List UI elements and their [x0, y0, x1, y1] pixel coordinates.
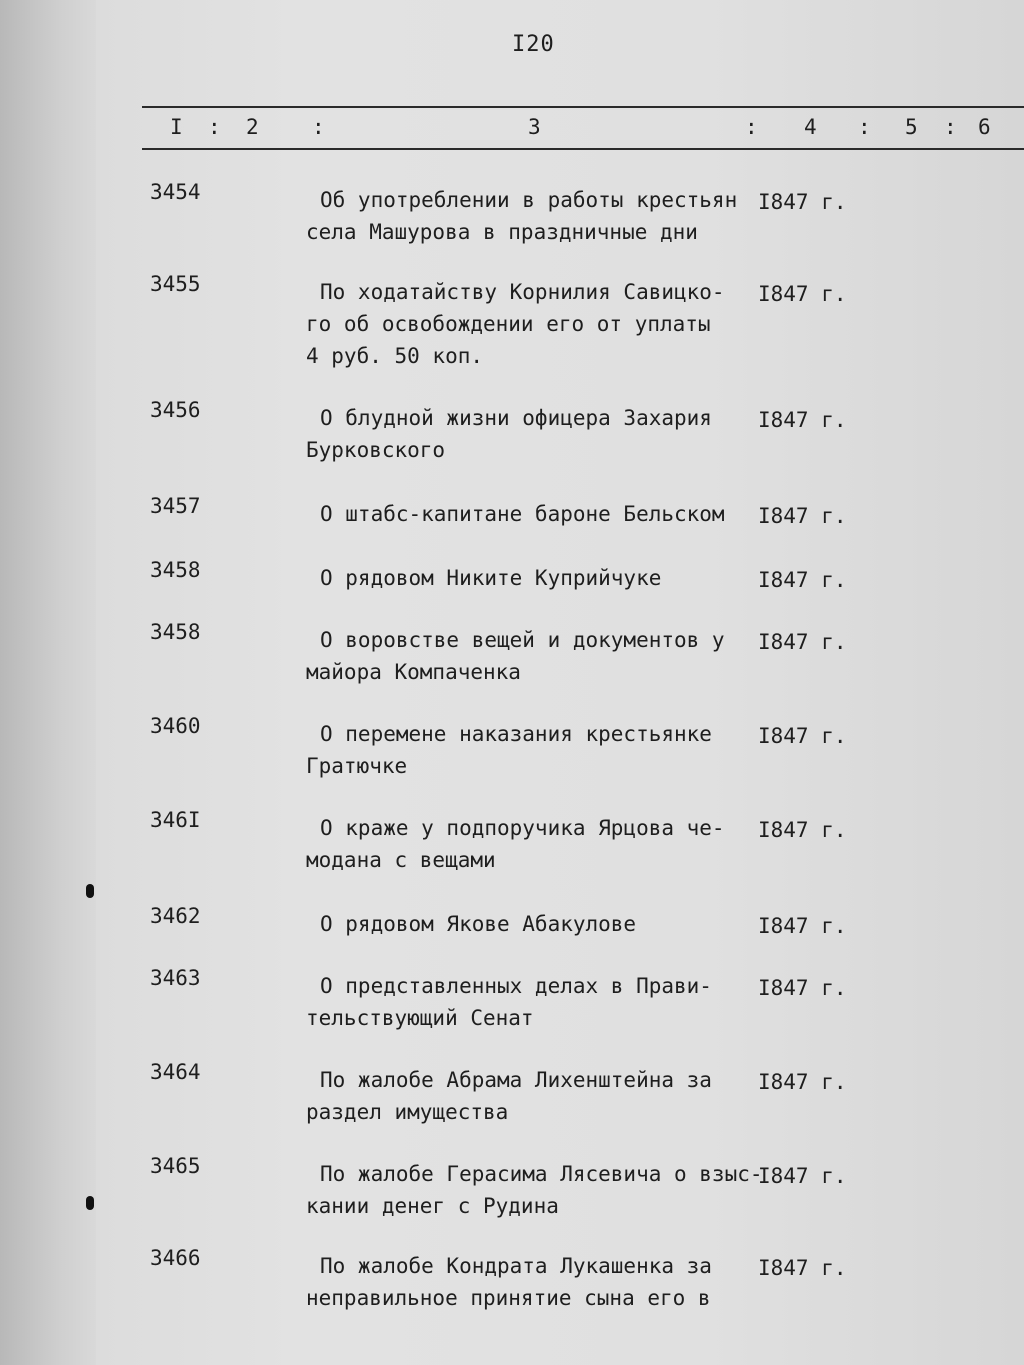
page-number: I20: [512, 32, 555, 57]
entry-number: 3455: [150, 272, 201, 296]
column-header-2: 2: [246, 115, 259, 139]
column-header-separator: :: [944, 115, 957, 139]
binding-hole-mark: [86, 884, 94, 898]
entry-title-line: модана с вещами: [306, 848, 496, 872]
column-header-5: 5: [905, 115, 918, 139]
entry-year: I847 г.: [758, 818, 847, 842]
entry-title-line: го об освобождении его от уплаты: [306, 312, 711, 336]
column-header-6: 6: [978, 115, 991, 139]
entry-year: I847 г.: [758, 1164, 847, 1188]
column-header-separator: :: [208, 115, 221, 139]
column-header-4: 4: [804, 115, 817, 139]
column-header-separator: :: [745, 115, 758, 139]
entry-number: 3457: [150, 494, 201, 518]
entry-number: 3456: [150, 398, 201, 422]
entry-title-line: О блудной жизни офицера Захария: [320, 406, 712, 430]
entry-title-line: О рядовом Якове Абакулове: [320, 912, 637, 936]
entry-year: I847 г.: [758, 976, 847, 1000]
entry-number: 3466: [150, 1246, 201, 1270]
entry-year: I847 г.: [758, 282, 847, 306]
entry-year: I847 г.: [758, 1256, 847, 1280]
entry-year: I847 г.: [758, 408, 847, 432]
entry-year: I847 г.: [758, 914, 847, 938]
entry-number: 3465: [150, 1154, 201, 1178]
entry-title-line: Об употреблении в работы крестьян: [320, 188, 738, 212]
entry-title-line: О рядовом Никите Куприйчуке: [320, 566, 662, 590]
column-header-separator: :: [312, 115, 325, 139]
entry-number: 3462: [150, 904, 201, 928]
header-rule-top: [142, 106, 1024, 108]
column-header-3: 3: [528, 115, 541, 139]
entry-year: I847 г.: [758, 190, 847, 214]
entry-number: 3458: [150, 620, 201, 644]
entry-title-line: кании денег с Рудина: [306, 1194, 559, 1218]
entry-year: I847 г.: [758, 630, 847, 654]
entry-title-line: О перемене наказания крестьянке: [320, 722, 712, 746]
page-spine-shadow: [0, 0, 96, 1365]
entry-title-line: По ходатайству Корнилия Савицко-: [320, 280, 725, 304]
entry-number: 3458: [150, 558, 201, 582]
column-header-1: I: [170, 115, 183, 139]
entry-title-line: тельствующий Сенат: [306, 1006, 534, 1030]
entry-title-line: По жалобе Герасима Лясевича о взыс-: [320, 1162, 763, 1186]
entry-title-line: майора Компаченка: [306, 660, 521, 684]
entry-number: 3463: [150, 966, 201, 990]
entry-title-line: 4 руб. 50 коп.: [306, 344, 484, 368]
column-header-separator: :: [858, 115, 871, 139]
entry-title-line: О штабс-капитане бароне Бельском: [320, 502, 725, 526]
entry-number: 3454: [150, 180, 201, 204]
entry-number: 3460: [150, 714, 201, 738]
entry-title-line: раздел имущества: [306, 1100, 509, 1124]
entry-number: 3464: [150, 1060, 201, 1084]
entry-title-line: Бурковского: [306, 438, 446, 462]
entry-title-line: неправильное принятие сына его в: [306, 1286, 711, 1310]
binding-hole-mark: [86, 1196, 94, 1210]
entry-year: I847 г.: [758, 568, 847, 592]
entry-title-line: По жалобе Кондрата Лукашенка за: [320, 1254, 712, 1278]
entry-title-line: О краже у подпоручика Ярцова че-: [320, 816, 725, 840]
entry-number: 346I: [150, 808, 201, 832]
entry-title-line: О воровстве вещей и документов у: [320, 628, 725, 652]
entry-year: I847 г.: [758, 1070, 847, 1094]
entry-title-line: Гратючке: [306, 754, 408, 778]
entry-title-line: О представленных делах в Прави-: [320, 974, 712, 998]
header-rule-bottom: [142, 148, 1024, 150]
entry-year: I847 г.: [758, 504, 847, 528]
entry-title-line: По жалобе Абрама Лихенштейна за: [320, 1068, 712, 1092]
entry-title-line: села Машурова в праздничные дни: [306, 220, 698, 244]
entry-year: I847 г.: [758, 724, 847, 748]
